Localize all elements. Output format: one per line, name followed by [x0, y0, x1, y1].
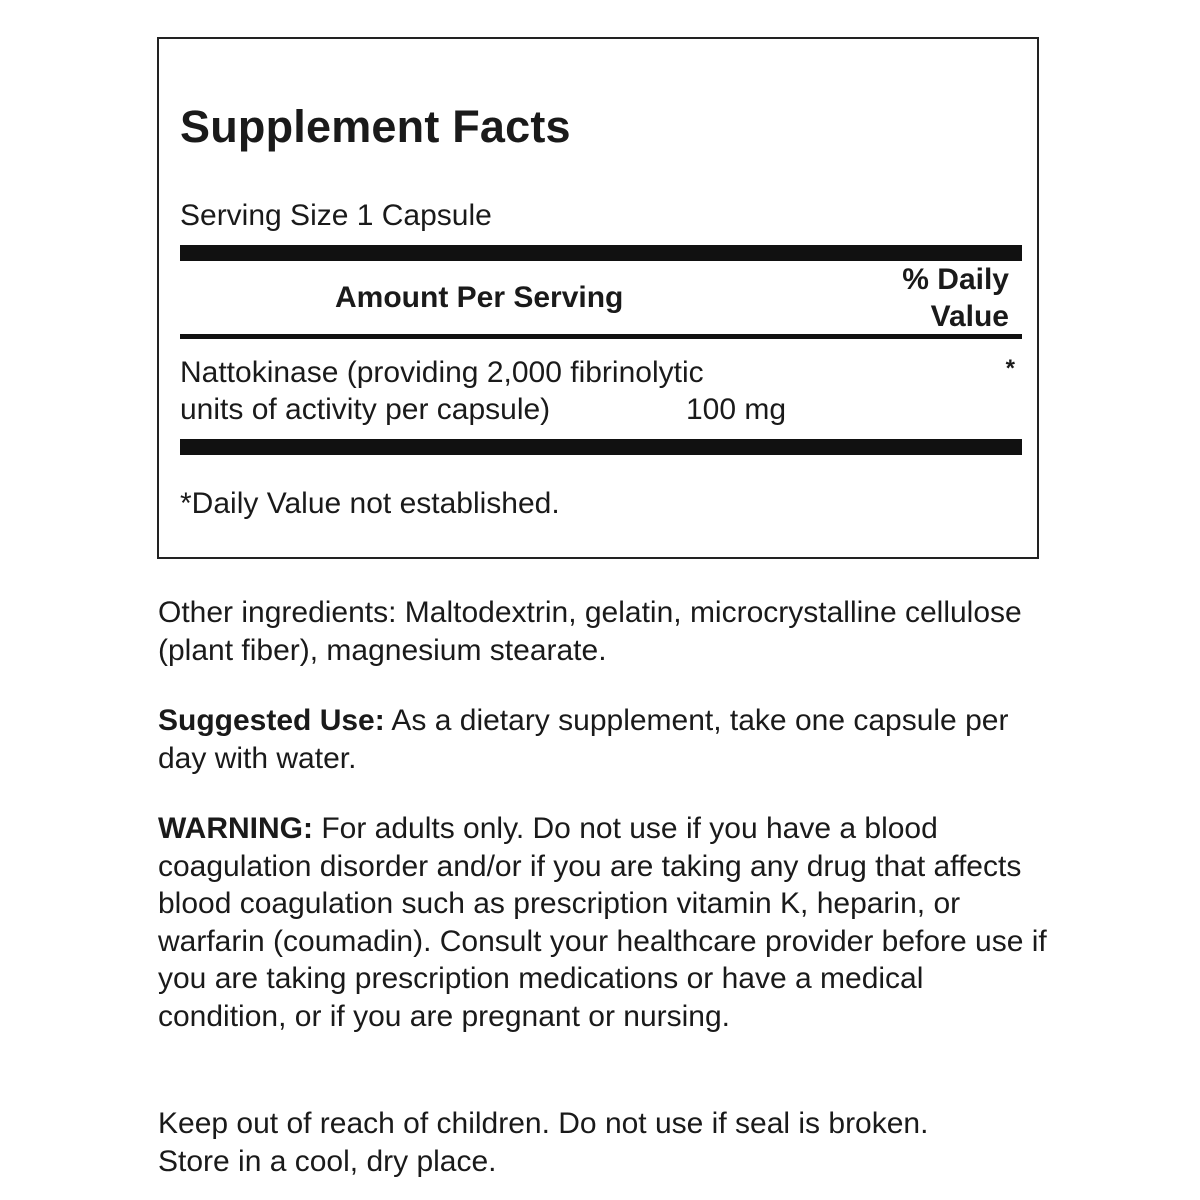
ingredient-daily-value: *	[1005, 355, 1015, 382]
suggested-use-label: Suggested Use:	[158, 704, 385, 737]
warning	[158, 810, 1048, 1035]
supplement-facts-panel	[157, 37, 1039, 559]
thick-divider-top	[180, 245, 1022, 261]
daily-value-footnote: *Daily Value not established.	[180, 487, 560, 520]
warning-text: For adults only. Do not use if you have a blood coagulation disorder and/or if you are taking any drug that affects blood coagulation such as prescription vitamin K, heparin, or warfarin (coumadin). Consult your healthcare provider before use if you are taking prescription medications or have a medical condition, or if you are pregnant or nursing.	[158, 812, 1047, 1033]
serving-size: Serving Size 1 Capsule	[180, 199, 492, 232]
suggested-use	[158, 702, 1048, 777]
ingredient-name-line1: Nattokinase (providing 2,000 fibrinolytic	[180, 356, 704, 389]
thin-divider	[180, 334, 1022, 339]
storage-line2: Store in a cool, dry place.	[158, 1144, 497, 1178]
daily-value-header-line2: Value	[930, 300, 1009, 333]
other-ingredients: Other ingredients: Maltodextrin, gelatin, microcrystalline cellulose (plant fiber), magnesium stearate.	[158, 596, 1022, 667]
daily-value-header-line1: % Daily	[902, 263, 1009, 296]
ingredient-name-line2: units of activity per capsule)	[180, 393, 551, 426]
panel-title: Supplement Facts	[180, 101, 571, 152]
amount-per-serving-header: Amount Per Serving	[335, 281, 624, 314]
ingredient-amount: 100 mg	[686, 393, 787, 426]
storage-line1: Keep out of reach of children. Do not use if seal is broken.	[158, 1107, 929, 1140]
thick-divider-bottom	[180, 439, 1022, 455]
warning-label: WARNING:	[158, 812, 313, 845]
storage-instructions	[158, 1105, 1048, 1180]
suggested-use-text: As a dietary supplement, take one capsule per day with water.	[158, 704, 1009, 775]
daily-value-header	[809, 261, 1009, 335]
